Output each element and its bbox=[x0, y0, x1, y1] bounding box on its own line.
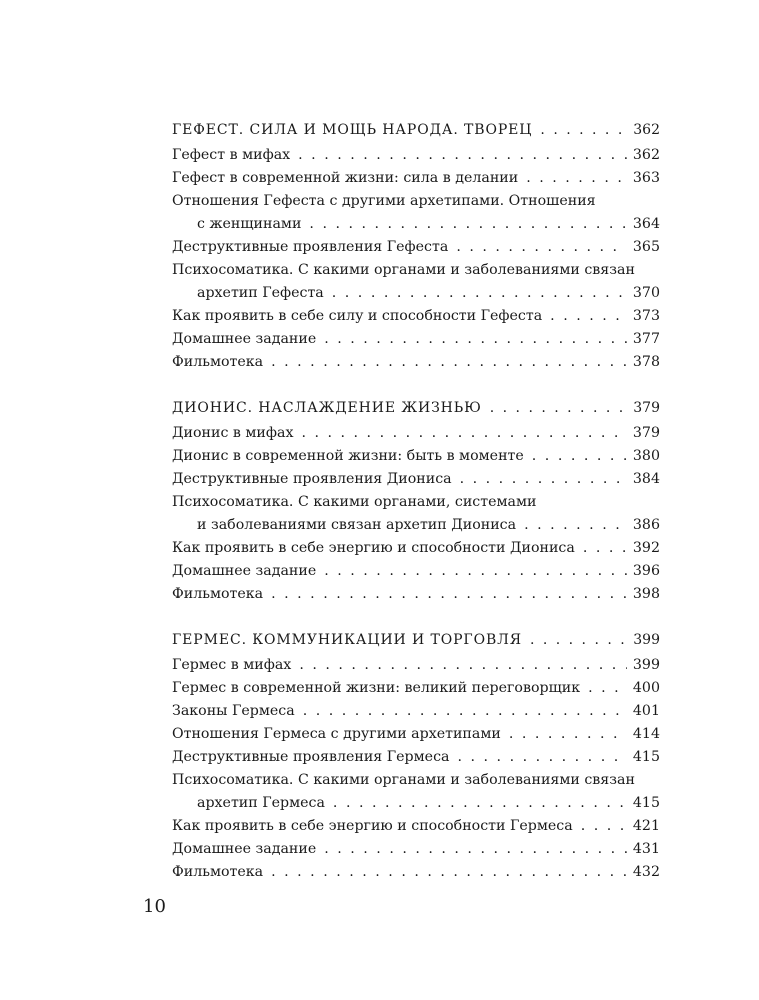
page-number: 10 bbox=[143, 896, 166, 917]
toc-entry bbox=[172, 560, 660, 583]
toc-entry-continuation: и заболеваниями связан архетип Диониса bbox=[197, 517, 517, 533]
toc-entry-page: 401 bbox=[632, 703, 660, 719]
toc-entry bbox=[172, 282, 660, 305]
toc-entry bbox=[172, 445, 660, 468]
dot-leader bbox=[550, 305, 627, 328]
dot-leader bbox=[581, 815, 627, 838]
toc-entry-title: Как проявить в себе силу и способности Гефеста bbox=[172, 308, 543, 324]
toc-entry-title: Как проявить в себе энергию и способности Гермеса bbox=[172, 818, 573, 834]
toc-entry-title: Гефест в мифах bbox=[172, 147, 291, 163]
dot-leader bbox=[530, 629, 627, 652]
toc-entry-page: 386 bbox=[632, 517, 660, 533]
toc-entry-title: Психосоматика. С какими органами и заболеваниями связан bbox=[172, 772, 635, 788]
toc-entry-title: Фильмотека bbox=[172, 354, 264, 370]
dot-leader bbox=[324, 328, 627, 351]
toc-entry-continuation: архетип Гефеста bbox=[197, 285, 324, 301]
dot-leader bbox=[271, 583, 627, 606]
toc-entry bbox=[172, 746, 660, 769]
toc-entry-title: Гермес в современной жизни: великий переговорщик bbox=[172, 680, 581, 696]
dot-leader bbox=[301, 422, 626, 445]
toc-entry-title: Фильмотека bbox=[172, 586, 264, 602]
toc-entry-title: Домашнее задание bbox=[172, 331, 317, 347]
toc-entry-page: 377 bbox=[632, 331, 660, 347]
dot-leader bbox=[524, 514, 627, 537]
toc-entry-page: 431 bbox=[632, 841, 660, 857]
toc-entry-page: 384 bbox=[632, 471, 660, 487]
toc-entry-continuation: архетип Гермеса bbox=[197, 795, 325, 811]
toc-entry bbox=[172, 144, 660, 167]
toc-entry bbox=[172, 236, 660, 259]
toc-entry-page: 370 bbox=[632, 285, 660, 301]
toc-entry-continuation: с женщинами bbox=[197, 216, 302, 232]
section-heading-title: ДИОНИС. НАСЛАЖДЕНИЕ ЖИЗНЬЮ bbox=[172, 400, 482, 416]
toc-entry-title: Дионис в современной жизни: быть в моменте bbox=[172, 448, 524, 464]
toc-entry bbox=[172, 815, 660, 838]
toc-entry-page: 378 bbox=[632, 354, 660, 370]
toc-entry-page: 396 bbox=[632, 563, 660, 579]
toc-section bbox=[172, 397, 660, 606]
dot-leader bbox=[460, 468, 627, 491]
dot-leader bbox=[332, 282, 627, 305]
dot-leader bbox=[271, 351, 627, 374]
toc-entry bbox=[172, 351, 660, 374]
toc-entry-page: 373 bbox=[632, 308, 660, 324]
toc-entry-page: 379 bbox=[632, 425, 660, 441]
toc-entry-title: Как проявить в себе энергию и способности Диониса bbox=[172, 540, 575, 556]
section-heading-page: 399 bbox=[633, 632, 660, 648]
toc-entry bbox=[172, 792, 660, 815]
toc-entry-title: Деструктивные проявления Диониса bbox=[172, 471, 452, 487]
toc-entry bbox=[172, 537, 660, 560]
toc-entry-page: 362 bbox=[632, 147, 660, 163]
dot-leader bbox=[457, 746, 626, 769]
toc-entry-page: 432 bbox=[632, 864, 660, 880]
toc-entry-title: Законы Гермеса bbox=[172, 703, 295, 719]
toc-entry bbox=[172, 468, 660, 491]
toc-entry bbox=[172, 700, 660, 723]
toc-entry-line bbox=[172, 769, 660, 792]
dot-leader bbox=[303, 700, 627, 723]
dot-leader bbox=[583, 537, 627, 560]
dot-leader bbox=[588, 677, 627, 700]
section-heading-title: ГЕФЕСТ. СИЛА И МОЩЬ НАРОДА. ТВОРЕЦ bbox=[172, 122, 533, 138]
dot-leader bbox=[456, 236, 627, 259]
toc-entry-line bbox=[172, 491, 660, 514]
toc-entry-title: Гермес в мифах bbox=[172, 657, 292, 673]
toc-section bbox=[172, 629, 660, 884]
toc-entry bbox=[172, 328, 660, 351]
toc-entry bbox=[172, 514, 660, 537]
dot-leader bbox=[526, 167, 627, 190]
toc-section bbox=[172, 119, 660, 374]
dot-leader bbox=[324, 560, 627, 583]
section-heading-page: 362 bbox=[633, 122, 660, 138]
toc-entry bbox=[172, 583, 660, 606]
dot-leader bbox=[271, 861, 627, 884]
toc-entry-title: Гефест в современной жизни: сила в делании bbox=[172, 170, 519, 186]
toc-entry bbox=[172, 838, 660, 861]
dot-leader bbox=[333, 792, 627, 815]
toc-entry-title: Домашнее задание bbox=[172, 563, 317, 579]
toc-entry-page: 414 bbox=[632, 726, 660, 742]
dot-leader bbox=[540, 119, 627, 142]
section-heading-title: ГЕРМЕС. КОММУНИКАЦИИ И ТОРГОВЛЯ bbox=[172, 632, 522, 648]
toc-entry-title: Деструктивные проявления Гермеса bbox=[172, 749, 450, 765]
table-of-contents bbox=[172, 119, 660, 907]
toc-entry-page: 421 bbox=[632, 818, 660, 834]
toc-entry-page: 400 bbox=[632, 680, 660, 696]
toc-entry-page: 365 bbox=[632, 239, 660, 255]
toc-entry bbox=[172, 677, 660, 700]
toc-entry-title: Дионис в мифах bbox=[172, 425, 294, 441]
dot-leader bbox=[309, 213, 626, 236]
toc-entry-title: Отношения Гефеста с другими архетипами. Отношения bbox=[172, 193, 596, 209]
toc-entry bbox=[172, 654, 660, 677]
dot-leader bbox=[532, 445, 627, 468]
toc-entry-page: 415 bbox=[632, 795, 660, 811]
dot-leader bbox=[509, 723, 627, 746]
toc-entry-page: 415 bbox=[632, 749, 660, 765]
section-heading bbox=[172, 119, 660, 142]
section-heading bbox=[172, 629, 660, 652]
dot-leader bbox=[299, 654, 627, 677]
toc-entry bbox=[172, 213, 660, 236]
section-heading-page: 379 bbox=[633, 400, 660, 416]
toc-entry bbox=[172, 422, 660, 445]
dot-leader bbox=[490, 397, 628, 420]
toc-entry-line bbox=[172, 259, 660, 282]
toc-entry-title: Деструктивные проявления Гефеста bbox=[172, 239, 449, 255]
toc-entry-title: Отношения Гермеса с другими архетипами bbox=[172, 726, 501, 742]
toc-entry bbox=[172, 167, 660, 190]
toc-entry-page: 380 bbox=[632, 448, 660, 464]
section-heading bbox=[172, 397, 660, 420]
toc-entry-page: 398 bbox=[632, 586, 660, 602]
toc-entry-page: 363 bbox=[632, 170, 660, 186]
toc-entry bbox=[172, 861, 660, 884]
toc-entry-page: 392 bbox=[632, 540, 660, 556]
dot-leader bbox=[298, 144, 627, 167]
toc-entry bbox=[172, 723, 660, 746]
dot-leader bbox=[324, 838, 627, 861]
toc-entry-title: Домашнее задание bbox=[172, 841, 317, 857]
toc-entry-page: 364 bbox=[632, 216, 660, 232]
toc-entry-line bbox=[172, 190, 660, 213]
toc-entry-title: Психосоматика. С какими органами, системами bbox=[172, 494, 537, 510]
toc-entry-page: 399 bbox=[632, 657, 660, 673]
toc-entry-title: Психосоматика. С какими органами и заболеваниями связан bbox=[172, 262, 635, 278]
toc-entry-title: Фильмотека bbox=[172, 864, 264, 880]
toc-entry bbox=[172, 305, 660, 328]
